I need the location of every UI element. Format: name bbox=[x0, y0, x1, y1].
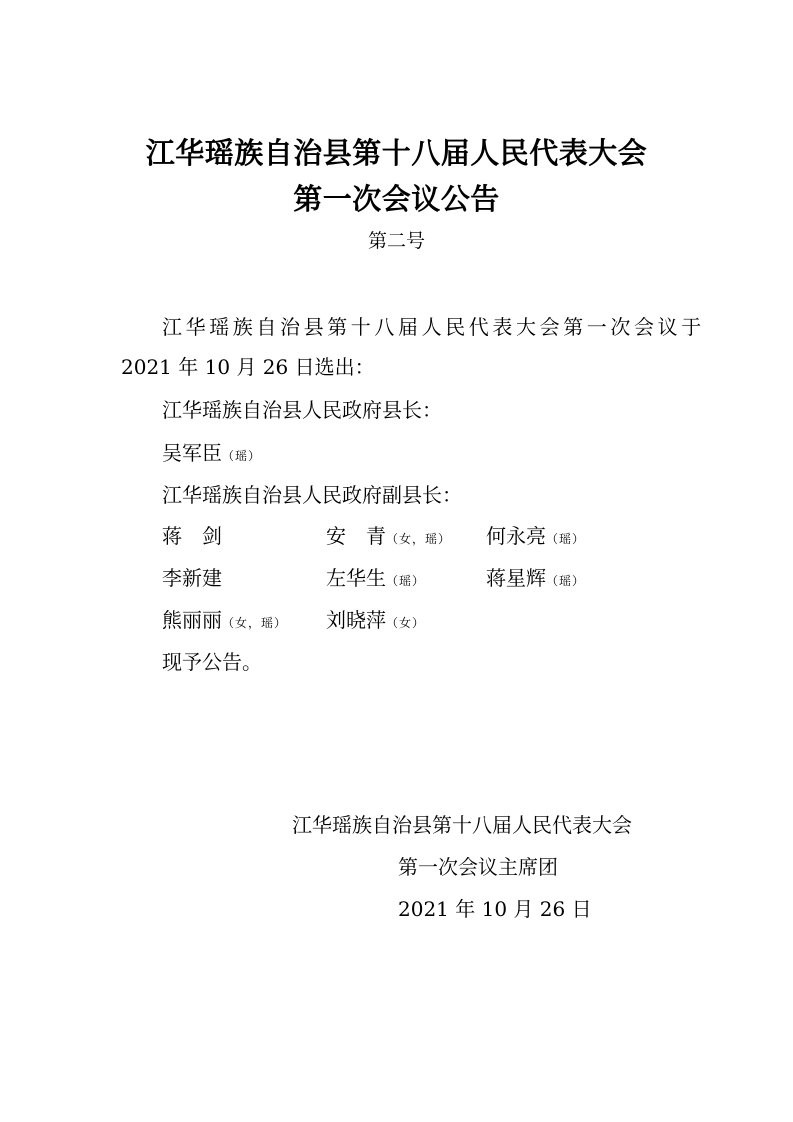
deputy-entry bbox=[326, 520, 451, 549]
deputy-note: （瑶） bbox=[546, 532, 586, 546]
document-title-line2: 第一次会议公告 bbox=[293, 182, 500, 216]
announcement-number: 第二号 bbox=[367, 230, 425, 252]
deputy-name: 李新建 bbox=[162, 566, 222, 590]
deputy-entry bbox=[162, 562, 222, 591]
document-title-line1: 江华瑶族自治县第十八届人民代表大会 bbox=[145, 136, 648, 170]
magistrate-entry bbox=[162, 437, 261, 466]
deputy-name: 蒋 剑 bbox=[162, 524, 222, 548]
deputy-note: （女，瑶） bbox=[386, 532, 452, 546]
deputy-name: 何永亮 bbox=[486, 524, 546, 548]
deputy-entry bbox=[162, 604, 287, 633]
deputy-note: （女） bbox=[386, 616, 426, 630]
deputy-entry bbox=[162, 520, 222, 549]
magistrate-name: 吴军臣 bbox=[162, 441, 222, 465]
deputy-name: 熊丽丽 bbox=[162, 608, 222, 632]
intro-line1: 江华瑶族自治县第十八届人民代表大会第一次会议于 bbox=[162, 315, 705, 339]
deputy-name: 刘晓萍 bbox=[326, 608, 386, 632]
deputy-note: （瑶） bbox=[386, 574, 426, 588]
deputy-note: （女，瑶） bbox=[222, 616, 288, 630]
deputy-note: （瑶） bbox=[546, 574, 586, 588]
deputy-entry bbox=[326, 604, 425, 633]
deputy-name: 安 青 bbox=[326, 524, 386, 548]
magistrate-note: （瑶） bbox=[222, 449, 262, 463]
deputy-name: 左华生 bbox=[326, 566, 386, 590]
deputies-role: 江华瑶族自治县人民政府副县长： bbox=[162, 483, 462, 507]
signature-org-line2: 第一次会议主席团 bbox=[398, 855, 558, 879]
signature-org-line1: 江华瑶族自治县第十八届人民代表大会 bbox=[292, 813, 632, 837]
magistrate-role: 江华瑶族自治县人民政府县长： bbox=[162, 398, 442, 422]
deputy-name: 蒋星辉 bbox=[486, 566, 546, 590]
intro-line2: 2021 年 10 月 26 日选出： bbox=[121, 355, 375, 379]
signature-date: 2021 年 10 月 26 日 bbox=[398, 897, 592, 921]
deputy-entry bbox=[486, 520, 585, 549]
deputy-entry bbox=[326, 562, 425, 591]
deputy-entry bbox=[486, 562, 585, 591]
closing-text: 现予公告。 bbox=[162, 650, 262, 674]
